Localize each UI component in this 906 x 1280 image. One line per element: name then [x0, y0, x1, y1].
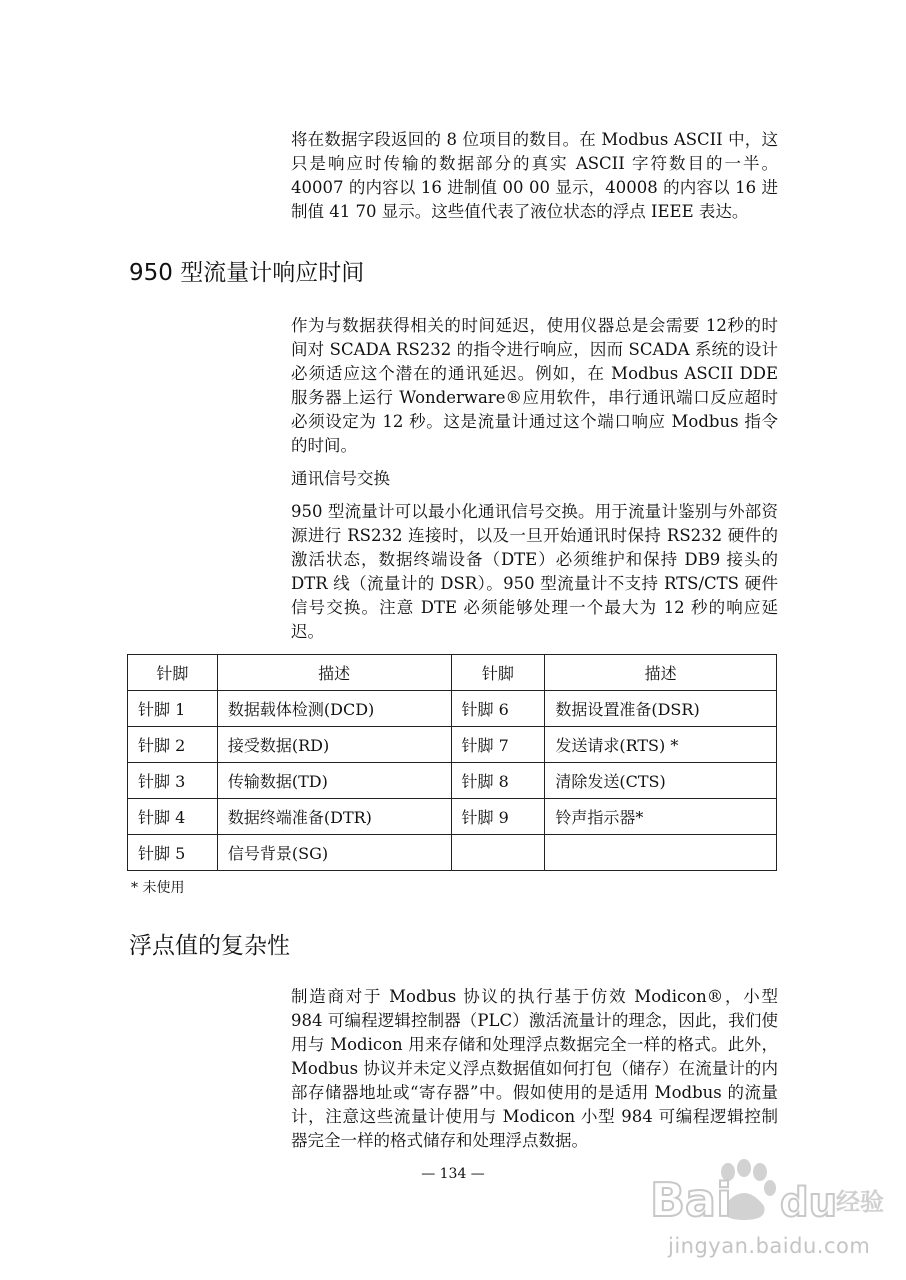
- pin-table: [127, 654, 777, 871]
- header-description: 描述: [545, 655, 777, 691]
- table-row: [128, 727, 777, 763]
- header-description: 描述: [217, 655, 451, 691]
- handshake-paragraph: 950 型流量计可以最小化通讯信号交换。用于流量计鉴别与外部资源进行 RS232 连接时，以及一旦开始通讯时保持 RS232 硬件的激活状态，数据终端设备（DTE）必须维护和保持 DB9 接头的 DTR 线（流量计的 DSR）。950 型流量计不支持 RTS/CTS 硬件信号交换。注意 DTE 必须能够处理一个最大为 12 秒的响应延迟。: [291, 502, 778, 641]
- description-cell: 传输数据(TD): [217, 763, 451, 799]
- watermark-url: jingyan.baidu.com: [668, 1234, 871, 1258]
- intro-paragraph: 将在数据字段返回的 8 位项目的数目。在 Modbus ASCII 中，这只是响应时传输的数据部分的真实 ASCII 字符数目的一半。40007 的内容以 16 进制值 00 00 显示，40008 的内容以 16 进制值 41 70 显示。这些值代表了液位状态的浮点 IEEE 表达。: [291, 130, 778, 221]
- pin-cell: [451, 835, 545, 871]
- baidu-jingyan-watermark: [648, 1158, 888, 1278]
- header-pin: 针脚: [128, 655, 218, 691]
- table-footnote: * 未使用: [131, 880, 185, 896]
- table-row: [128, 763, 777, 799]
- description-cell: 清除发送(CTS): [545, 763, 777, 799]
- subheading-handshake: 通讯信号交换: [291, 469, 390, 488]
- description-cell: 数据载体检测(DCD): [217, 691, 451, 727]
- header-pin: 针脚: [451, 655, 545, 691]
- svg-text:du: du: [780, 1180, 838, 1226]
- table-row: [128, 691, 777, 727]
- baidu-logo-icon: [648, 1158, 888, 1234]
- pin-cell: 针脚 3: [128, 763, 218, 799]
- svg-text:经验: 经验: [836, 1188, 884, 1216]
- heading-float-complexity: 浮点值的复杂性: [129, 933, 290, 959]
- description-cell: 铃声指示器*: [545, 799, 777, 835]
- description-cell: 信号背景(SG): [217, 835, 451, 871]
- response-time-paragraph: 作为与数据获得相关的时间延迟，使用仪器总是会需要 12秒的时间对 SCADA RS232 的指令进行响应，因而 SCADA 系统的设计必须适应这个潜在的通讯延迟。例如，在 Modbus ASCII DDE 服务器上运行 Wonderware®应用软件，串行通讯端口反应超时必须设定为 12 秒。这是流量计通过这个端口响应 Modbus 指令的时间。: [291, 316, 778, 455]
- pin-cell: 针脚 9: [451, 799, 545, 835]
- pin-cell: 针脚 5: [128, 835, 218, 871]
- float-complexity-paragraph: 制造商对于 Modbus 协议的执行基于仿效 Modicon®，小型 984 可编程逻辑控制器（PLC）激活流量计的理念，因此，我们使用与 Modicon 用来存储和处理浮点数据完全一样的格式。此外，Modbus 协议并未定义浮点数据值如何打包（储存）在流量计的内部存储器地址或“寄存器”中。假如使用的是适用 Modbus 的流量计，注意这些流量计使用与 Modicon 小型 984 可编程逻辑控制器完全一样的格式储存和处理浮点数据。: [291, 987, 778, 1150]
- description-cell: 接受数据(RD): [217, 727, 451, 763]
- pin-cell: 针脚 1: [128, 691, 218, 727]
- description-cell: 数据终端准备(DTR): [217, 799, 451, 835]
- pin-table-header: [128, 655, 777, 691]
- table-row: [128, 799, 777, 835]
- pin-cell: 针脚 8: [451, 763, 545, 799]
- description-cell: [545, 835, 777, 871]
- pin-cell: 针脚 2: [128, 727, 218, 763]
- pin-cell: 针脚 4: [128, 799, 218, 835]
- heading-response-time: 950 型流量计响应时间: [129, 260, 365, 286]
- description-cell: 数据设置准备(DSR): [545, 691, 777, 727]
- page-number: — 134 —: [421, 1166, 485, 1182]
- pin-cell: 针脚 6: [451, 691, 545, 727]
- table-row: [128, 835, 777, 871]
- svg-text:Bai: Bai: [650, 1173, 732, 1227]
- description-cell: 发送请求(RTS) *: [545, 727, 777, 763]
- pin-cell: 针脚 7: [451, 727, 545, 763]
